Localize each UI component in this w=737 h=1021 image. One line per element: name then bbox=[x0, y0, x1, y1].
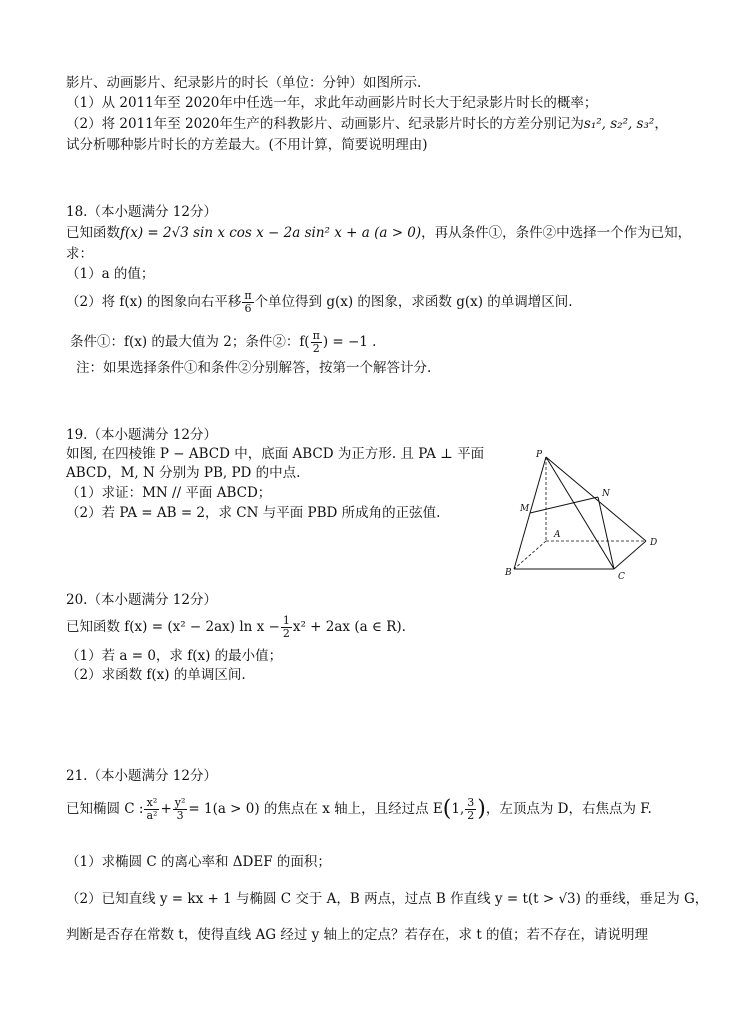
p17-q2-math: s₁², s₂², s₃² bbox=[583, 116, 655, 132]
p18-stem-end: ，再从条件①，条件②中选择一个作为已知， bbox=[421, 225, 692, 241]
p21-point-fraction bbox=[465, 797, 476, 822]
label-N: N bbox=[602, 489, 610, 499]
p21-point-x: 1, bbox=[451, 801, 465, 817]
p18-cond-fraction bbox=[311, 330, 322, 355]
p21-stem bbox=[66, 797, 652, 822]
p20-title: 20.（本小题满分 12分） bbox=[66, 592, 217, 608]
p21-stem-text-a: 已知椭圆 C : bbox=[66, 801, 144, 817]
p17-line-1: 影片、动画影片、纪录影片的时长（单位：分钟）如图所示. bbox=[66, 75, 422, 91]
p18-question-1: （1）a 的值； bbox=[66, 266, 155, 282]
paren-open: ( bbox=[442, 796, 452, 822]
p20-frac-den: 2 bbox=[282, 627, 290, 640]
p18-stem bbox=[66, 224, 691, 242]
paren-close: ) bbox=[477, 796, 486, 822]
label-P: P bbox=[536, 450, 543, 460]
edge-AB bbox=[514, 541, 546, 569]
p18-title: 18.（本小题满分 12分） bbox=[66, 204, 217, 220]
label-M: M bbox=[520, 504, 530, 514]
p20-frac-num: 1 bbox=[282, 614, 290, 627]
p17-q2-end: ， bbox=[654, 116, 668, 132]
p21-frac-y bbox=[173, 797, 188, 822]
p18-stem-text: 已知函数 bbox=[66, 225, 120, 241]
p21-question-1: （1）求椭圆 C 的离心率和 ΔDEF 的面积； bbox=[66, 854, 331, 870]
p18-cond-frac-num: π bbox=[312, 329, 320, 342]
p18-question-2 bbox=[66, 290, 573, 315]
p21-plus: + bbox=[160, 801, 172, 817]
p21-question-2: （2）已知直线 y = kx + 1 与椭圆 C 交于 A，B 两点，过点 B 作直线 y = t(t > √3) 的垂线，垂足为 G， bbox=[66, 891, 709, 907]
p21-point-num: 3 bbox=[467, 796, 475, 809]
p19-question-2: （2）若 PA = AB = 2，求 CN 与平面 PBD 所成角的正弦值. bbox=[66, 505, 441, 521]
label-D: D bbox=[650, 538, 658, 548]
p21-frac-x-num: x² bbox=[144, 797, 159, 810]
edge-PC bbox=[546, 457, 614, 569]
p20-fraction bbox=[281, 615, 292, 640]
p17-line-4: 试分析哪种影片时长的方差最大。(不用计算，简要说明理由) bbox=[66, 137, 428, 153]
label-B: B bbox=[505, 568, 512, 578]
p18-function: f(x) = 2√3 sin x cos x − 2a sin² x + a (a > 0) bbox=[120, 225, 422, 241]
p18-conditions bbox=[70, 330, 376, 355]
p18-q2-frac-num: π bbox=[244, 289, 252, 302]
p18-q2-fraction bbox=[242, 290, 253, 315]
edge-CD bbox=[614, 541, 646, 569]
segment-MN bbox=[530, 497, 598, 513]
p20-question-2: （2）求函数 f(x) 的单调区间. bbox=[66, 667, 246, 683]
p19-question-1: （1）求证：MN // 平面 ABCD； bbox=[66, 485, 272, 501]
p21-frac-y-den: 3 bbox=[176, 809, 184, 822]
p21-stem-text-b: = 1(a > 0) 的焦点在 x 轴上，且经过点 E bbox=[188, 801, 443, 817]
label-A: A bbox=[554, 530, 561, 540]
p18-stem-2: 求： bbox=[66, 246, 93, 262]
p18-q2-text-a: （2）将 f(x) 的图象向右平移 bbox=[66, 294, 242, 310]
p21-frac-y-num: y² bbox=[174, 796, 186, 809]
p21-frac-x bbox=[144, 797, 159, 822]
p21-question-3: 判断是否存在常数 t，使得直线 AG 经过 y 轴上的定点？若存在，求 t 的值；若不存在，请说明理 bbox=[66, 927, 649, 943]
p21-stem-text-c: ，左顶点为 D，右焦点为 F. bbox=[485, 801, 652, 817]
p20-question-1: （1）若 a = 0，求 f(x) 的最小值； bbox=[66, 648, 283, 664]
p19-stem-2: ABCD，M, N 分别为 PB, PD 的中点. bbox=[66, 465, 301, 481]
p18-note: 注：如果选择条件①和条件②分别解答，按第一个解答计分. bbox=[76, 360, 432, 376]
p18-q2-frac-den: 6 bbox=[244, 302, 252, 315]
label-C: C bbox=[618, 572, 625, 580]
p18-cond-text-a: 条件①：f(x) 的最大值为 2；条件②：f( bbox=[70, 334, 310, 350]
p17-question-1: （1）从 2011年至 2020年中任选一年，求此年动画影片时长大于纪录影片时长的概率； bbox=[66, 95, 598, 111]
p21-frac-x-den: a² bbox=[146, 809, 158, 822]
p17-question-2 bbox=[66, 115, 668, 133]
p18-q2-text-b: 个单位得到 g(x) 的图象，求函数 g(x) 的单调增区间. bbox=[254, 294, 573, 310]
p21-point-den: 2 bbox=[467, 809, 475, 822]
p20-stem-text-b: x² + 2ax (a ∈ R). bbox=[292, 619, 406, 635]
p20-stem-text-a: 已知函数 f(x) = (x² − 2ax) ln x − bbox=[66, 619, 280, 635]
pyramid-figure bbox=[500, 445, 672, 580]
p19-stem-1: 如图, 在四棱锥 P − ABCD 中，底面 ABCD 为正方形. 且 PA ⊥ 平面 bbox=[66, 446, 485, 462]
edge-PD bbox=[546, 457, 646, 541]
p17-q2-text: （2）将 2011年至 2020年生产的科教影片、动画影片、纪录影片时长的方差分别记为 bbox=[66, 116, 584, 132]
p18-cond-text-b: ) = −1 . bbox=[322, 334, 377, 350]
p18-cond-frac-den: 2 bbox=[312, 342, 320, 355]
p19-title: 19.（本小题满分 12分） bbox=[66, 427, 217, 443]
p21-title: 21.（本小题满分 12分） bbox=[66, 768, 217, 784]
p20-stem bbox=[66, 615, 406, 640]
